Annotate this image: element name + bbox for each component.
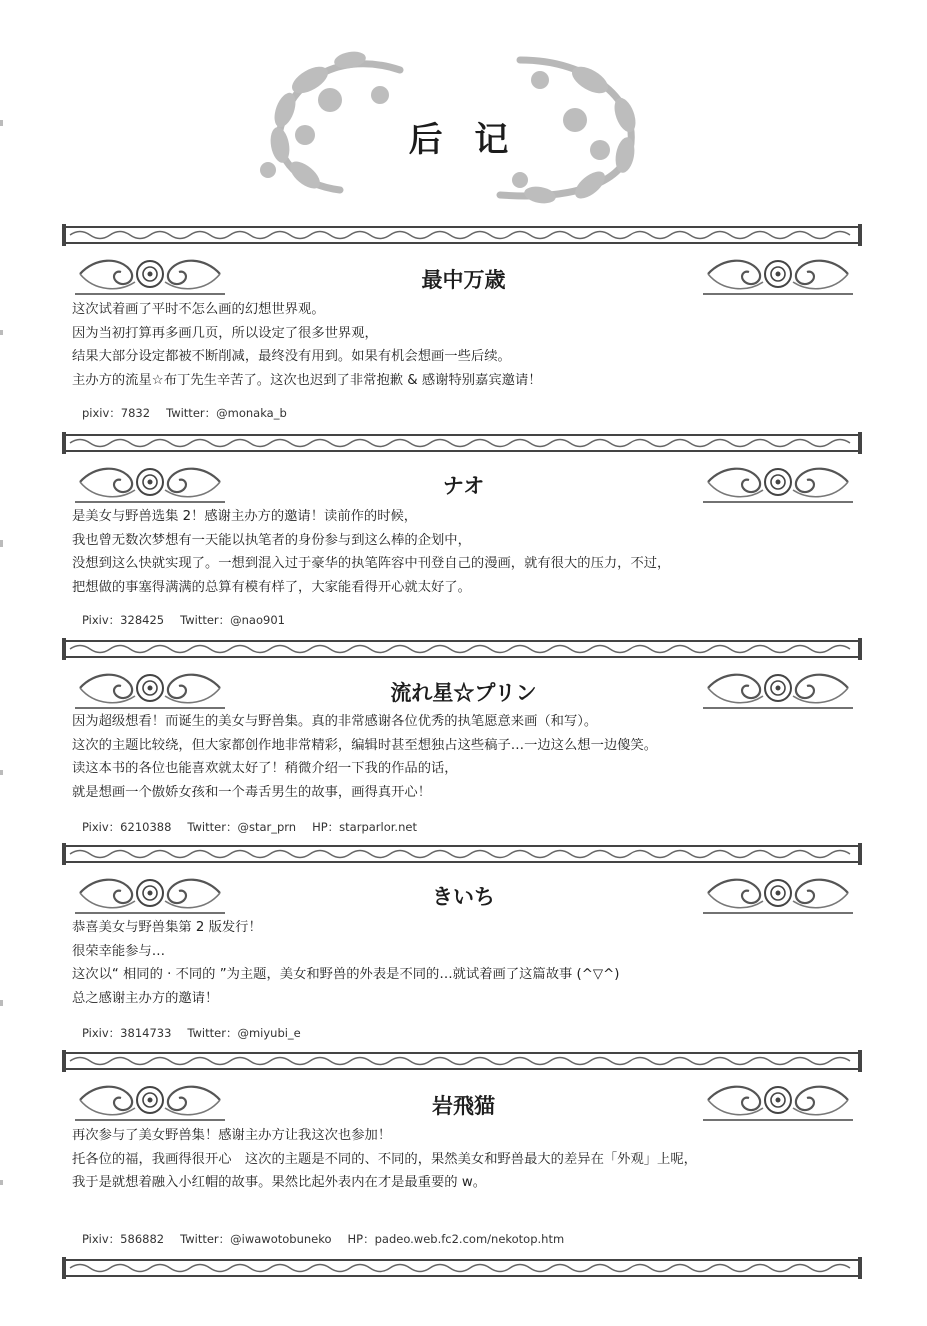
body-line: 主办方的流星☆布丁先生辛苦了。这次也迟到了非常抱歉 & 感谢特别嘉宾邀请！ (72, 372, 542, 388)
body-line: 这次的主题比较绕，但大家都创作地非常精彩，编辑时甚至想独占这些稿子…一边这么想一边傻笑。 (72, 737, 658, 753)
body-line: 这次以“ 相同的 · 不同的 ”为主题，美女和野兽的外表是不同的…就试着画了这篇故事 (^▽^) (72, 967, 620, 982)
ornamental-divider (62, 432, 862, 454)
section-title: 岩飛猫 (432, 1093, 495, 1118)
body-line: 总之感谢主办方的邀请！ (72, 990, 219, 1006)
section-title: ナオ (442, 473, 485, 498)
homepage-url: HP：padeo.web.fc2.com/nekotop.htm (347, 1232, 565, 1246)
body-line: 读这本书的各位也能喜欢就太好了！稍微介绍一下我的作品的话， (72, 761, 458, 776)
contact-info (82, 405, 303, 421)
twitter-handle: Twitter：@star_prn (187, 820, 297, 834)
body-line: 因为当初打算再多画几页，所以设定了很多世界观， (72, 325, 378, 341)
ornamental-divider (62, 843, 862, 865)
body-line: 是美女与野兽选集 2！感谢主办方的邀请！读前作的时候， (72, 509, 418, 524)
section-title: きいち (432, 884, 495, 909)
contact-info (82, 819, 433, 835)
ornamental-divider (62, 224, 862, 246)
body-line: 我也曾无数次梦想有一天能以执笔者的身份参与到这么棒的企划中， (72, 532, 471, 548)
pixiv-id: pixiv：7832 (82, 406, 151, 420)
pixiv-id: Pixiv：586882 (82, 1232, 165, 1246)
contact-info (82, 1025, 317, 1041)
body-line: 没想到这么快就实现了。一想到混入过于豪华的执笔阵容中刊登自己的漫画，就有很大的压力，不过， (72, 556, 671, 571)
body-line: 很荣幸能参与… (72, 943, 166, 959)
pixiv-id: Pixiv：3814733 (82, 1026, 172, 1040)
ornamental-divider (62, 1257, 862, 1279)
ornamental-divider (62, 638, 862, 660)
pixiv-id: Pixiv：6210388 (82, 820, 172, 834)
homepage-url: HP：starparlor.net (312, 820, 417, 834)
ornamental-divider (62, 1050, 862, 1072)
body-line: 把想做的事塞得满满的总算有模有样了，大家能看得开心就太好了。 (72, 579, 471, 595)
body-line: 就是想画一个傲娇女孩和一个毒舌男生的故事，画得真开心！ (72, 784, 432, 800)
body-line: 结果大部分设定都被不断削减，最终没有用到。如果有机会想画一些后续。 (72, 349, 511, 364)
section-title: 最中万歳 (421, 267, 506, 292)
twitter-handle: Twitter：@iwawotobuneko (180, 1232, 332, 1246)
body-line: 我于是就想着融入小红帽的故事。果然比起外表内在才是最重要的 w。 (72, 1175, 487, 1190)
body-line: 因为超级想看！而诞生的美女与野兽集。真的非常感谢各位优秀的执笔愿意来画（和写）。 (72, 714, 598, 729)
section-body (72, 710, 867, 804)
section-body (72, 916, 867, 1010)
twitter-handle: Twitter：@nao901 (180, 613, 285, 627)
twitter-handle: Twitter：@monaka_b (166, 406, 287, 420)
pixiv-id: Pixiv：328425 (82, 613, 165, 627)
contact-info (82, 1231, 580, 1247)
body-line: 再次参与了美女野兽集！感谢主办方让我这次也参加！ (72, 1128, 392, 1143)
body-line: 恭喜美女与野兽集第 2 版发行！ (72, 920, 262, 935)
section-body (72, 298, 867, 392)
contact-info (82, 612, 301, 628)
scan-edge-marks (0, 0, 6, 1322)
section-body (72, 505, 867, 599)
page-title: 后 记 (408, 120, 519, 160)
twitter-handle: Twitter：@miyubi_e (187, 1026, 301, 1040)
body-line: 这次试着画了平时不怎么画的幻想世界观。 (72, 302, 325, 317)
section-title: 流れ星☆プリン (390, 680, 537, 705)
section-body (72, 1124, 867, 1195)
body-line: 托各位的福，我画得很开心 这次的主题是不同的、不同的，果然美女和野兽最大的差异在「外观」上呢， (72, 1151, 697, 1167)
